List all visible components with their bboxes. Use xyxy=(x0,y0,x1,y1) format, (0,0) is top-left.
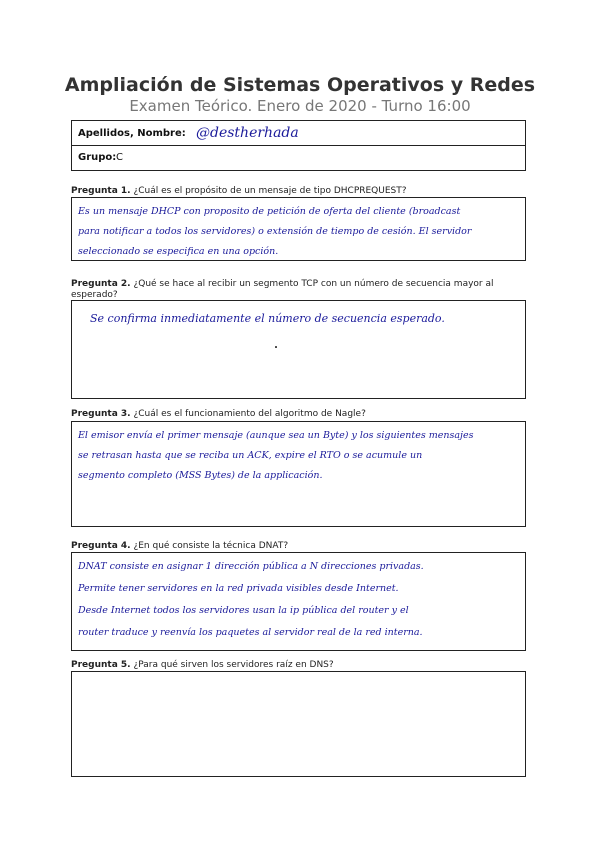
answer-1-line: seleccionado se especifica en una opción. xyxy=(78,246,279,257)
exam-subtitle: Examen Teórico. Enero de 2020 - Turno 16:00 xyxy=(129,97,471,115)
group-label: Grupo: xyxy=(78,152,117,163)
question-4-text: ¿En qué consiste la técnica DNAT? xyxy=(133,541,289,551)
answer-3-line: El emisor envía el primer mensaje (aunque sea un Byte) y los siguientes mensajes xyxy=(78,430,474,441)
question-1-text: ¿Cuál es el propósito de un mensaje de tipo DHCPREQUEST? xyxy=(133,186,407,196)
answer-box-4 xyxy=(71,552,526,651)
question-3-number: Pregunta 3. xyxy=(71,409,131,419)
answer-2-line: Se confirma inmediatamente el número de secuencia esperado. xyxy=(90,312,445,325)
answer-box-3 xyxy=(71,421,526,527)
answer-3-line: segmento completo (MSS Bytes) de la applicación. xyxy=(78,470,323,481)
question-2 xyxy=(71,279,531,301)
answer-box-2 xyxy=(71,300,526,399)
answer-4-line: DNAT consiste en asignar 1 dirección pública a N direcciones privadas. xyxy=(78,561,424,572)
answer-3-line: se retrasan hasta que se reciba un ACK, expire el RTO o se acumule un xyxy=(78,450,423,461)
stray-dot xyxy=(275,346,277,348)
answer-4-line: Permite tener servidores en la red privada visibles desde Internet. xyxy=(78,583,399,594)
question-5 xyxy=(71,660,531,671)
answer-1-line: para notificar a todos los servidores) o extensión de tiempo de cesión. El servidor xyxy=(78,226,472,237)
question-5-text: ¿Para qué sirven los servidores raíz en DNS? xyxy=(133,660,334,670)
question-2-text: ¿Qué se hace al recibir un segmento TCP con un número de secuencia mayor al esperado? xyxy=(71,279,494,300)
question-4-number: Pregunta 4. xyxy=(71,541,131,551)
question-3-text: ¿Cuál es el funcionamiento del algoritmo de Nagle? xyxy=(133,409,366,419)
question-1 xyxy=(71,186,531,197)
answer-box-1 xyxy=(71,197,526,261)
question-4 xyxy=(71,541,531,552)
name-value: @destherhada xyxy=(196,125,299,141)
answer-4-line: Desde Internet todos los servidores usan la ip pública del router y el xyxy=(78,605,409,616)
answer-4-line: router traduce y reenvía los paquetes al servidor real de la red interna. xyxy=(78,627,423,638)
question-1-number: Pregunta 1. xyxy=(71,186,131,196)
name-label: Apellidos, Nombre: xyxy=(78,128,186,139)
name-box xyxy=(71,120,526,146)
group-box xyxy=(71,146,526,171)
answer-1-line: Es un mensaje DHCP con proposito de petición de oferta del cliente (broadcast xyxy=(78,206,461,217)
exam-title: Ampliación de Sistemas Operativos y Redes xyxy=(64,74,536,96)
question-2-number: Pregunta 2. xyxy=(71,279,131,289)
answer-box-5 xyxy=(71,671,526,777)
question-3 xyxy=(71,409,531,420)
group-value: C xyxy=(116,152,123,163)
question-5-number: Pregunta 5. xyxy=(71,660,131,670)
